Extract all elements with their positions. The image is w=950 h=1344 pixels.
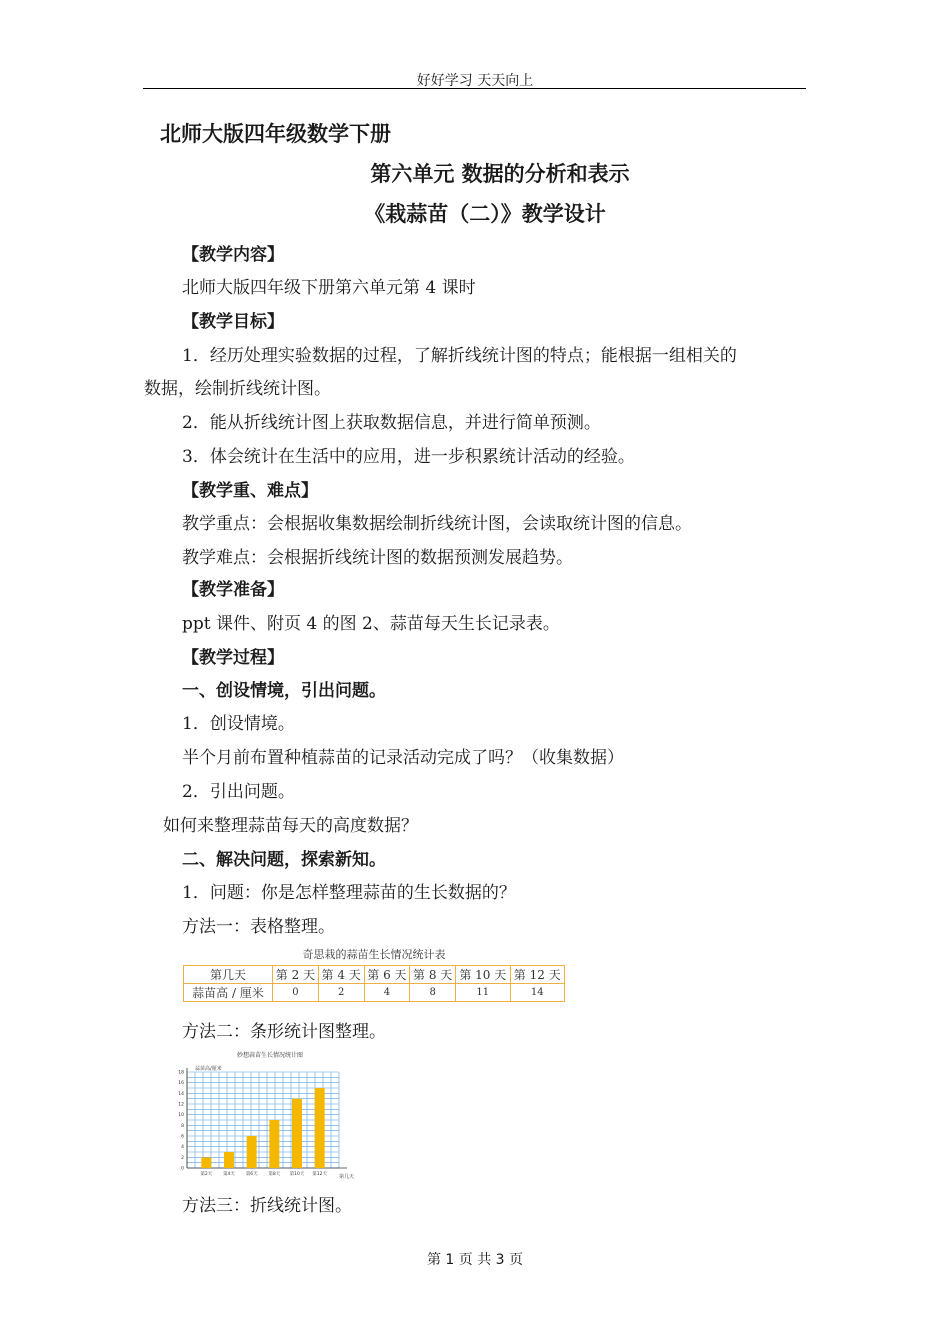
- chart-x-tick-label: 第2天: [200, 1172, 213, 1177]
- table-row-days: [184, 966, 565, 984]
- chart-y-tick-label: 14: [178, 1091, 184, 1097]
- growth-stat-table: [183, 965, 565, 1002]
- chart-x-axis-label: 第几天: [339, 1174, 355, 1180]
- stat-table-title: 奇思栽的蒜苗生长情况统计表: [302, 948, 446, 961]
- difficult-point: 教学难点：会根据折线统计图的数据预测发展趋势。: [182, 548, 573, 568]
- chart-bar: [224, 1152, 234, 1168]
- method-3-label: 方法三：折线统计图。: [182, 1196, 352, 1216]
- chart-y-tick-label: 8: [181, 1123, 184, 1129]
- chart-x-tick-label: 第12天: [312, 1172, 328, 1177]
- heading-teaching-process: 【教学过程】: [182, 648, 284, 668]
- chart-y-tick-label: 2: [181, 1155, 184, 1161]
- table-cell-height: 2: [318, 984, 364, 1002]
- page-header: 好好学习 天天向上: [416, 73, 534, 89]
- table-cell-day: 第 2 天: [273, 966, 319, 984]
- preparation-text: ppt 课件、附页 4 的图 2、蒜苗每天生长记录表。: [182, 614, 560, 634]
- doc-title-lesson: 《栽蒜苗（二）》教学设计: [364, 202, 606, 226]
- doc-title-book: 北师大版四年级数学下册: [160, 122, 391, 146]
- table-cell-height: 0: [273, 984, 319, 1002]
- chart-y-tick-label: 18: [178, 1070, 184, 1076]
- table-row-heights: [184, 984, 565, 1002]
- table-cell-day: 第 10 天: [456, 966, 510, 984]
- table-cell-height: 14: [510, 984, 564, 1002]
- goal-1-line-a: 1．经历处理实验数据的过程，了解折线统计图的特点；能根据一组相关的: [182, 346, 737, 366]
- chart-y-axis-label: 蒜苗高/厘米: [195, 1066, 222, 1072]
- table-cell-height: 4: [364, 984, 410, 1002]
- table-cell-day: 第 8 天: [410, 966, 456, 984]
- chart-x-tick-label: 第6天: [245, 1172, 258, 1177]
- section-2-heading: 二、解决问题，探索新知。: [182, 850, 386, 870]
- table-row-header: 第几天: [184, 966, 273, 984]
- method-2-label: 方法二：条形统计图整理。: [182, 1022, 386, 1042]
- table-cell-day: 第 12 天: [510, 966, 564, 984]
- table-cell-day: 第 4 天: [318, 966, 364, 984]
- chart-y-tick-label: 12: [178, 1102, 184, 1108]
- goal-2: 2．能从折线统计图上获取数据信息，并进行简单预测。: [182, 413, 601, 433]
- bar-chart: [177, 1048, 359, 1182]
- heading-key-points: 【教学重、难点】: [182, 481, 318, 501]
- heading-teaching-content: 【教学内容】: [182, 245, 284, 265]
- heading-preparation: 【教学准备】: [182, 580, 284, 600]
- chart-y-tick-label: 4: [181, 1145, 184, 1151]
- chart-bar: [315, 1088, 325, 1168]
- table-cell-height: 8: [410, 984, 456, 1002]
- teaching-content-text: 北师大版四年级下册第六单元第 4 课时: [182, 278, 476, 298]
- table-cell-height: 11: [456, 984, 510, 1002]
- header-divider: [143, 88, 806, 89]
- page-footer: 第 1 页 共 3 页: [426, 1252, 524, 1268]
- table-row-header: 蒜苗高 / 厘米: [184, 984, 273, 1002]
- table-cell-day: 第 6 天: [364, 966, 410, 984]
- doc-title-unit: 第六单元 数据的分析和表示: [370, 162, 630, 186]
- chart-y-tick-label: 10: [178, 1113, 184, 1119]
- goal-1-line-b: 数据，绘制折线统计图。: [144, 379, 331, 399]
- method-1-label: 方法一：表格整理。: [182, 917, 335, 937]
- section-1-step-1-text: 半个月前布置种植蒜苗的记录活动完成了吗？（收集数据）: [182, 748, 624, 768]
- chart-bar: [247, 1136, 257, 1168]
- key-point: 教学重点：会根据收集数据绘制折线统计图，会读取统计图的信息。: [182, 514, 692, 534]
- goal-3: 3．体会统计在生活中的应用，进一步积累统计活动的经验。: [182, 447, 635, 467]
- section-1-heading: 一、创设情境，引出问题。: [182, 681, 386, 701]
- bar-chart-svg: [177, 1048, 359, 1182]
- section-1-step-1: 1．创设情境。: [182, 714, 295, 734]
- section-1-step-2-text: 如何来整理蒜苗每天的高度数据？: [163, 816, 418, 836]
- chart-y-tick-label: 6: [181, 1134, 184, 1140]
- chart-bar: [269, 1120, 279, 1168]
- chart-title: 妙想蒜苗生长情况统计图: [237, 1052, 304, 1059]
- chart-x-tick-label: 第8天: [268, 1172, 281, 1177]
- section-2-question: 1．问题：你是怎样整理蒜苗的生长数据的？: [182, 883, 516, 903]
- chart-x-tick-label: 第10天: [289, 1172, 305, 1177]
- chart-bar: [292, 1099, 302, 1168]
- section-1-step-2: 2．引出问题。: [182, 782, 295, 802]
- chart-bar: [201, 1157, 211, 1168]
- chart-y-tick-label: 16: [178, 1081, 184, 1087]
- chart-x-tick-label: 第4天: [223, 1172, 235, 1177]
- heading-teaching-goals: 【教学目标】: [182, 312, 284, 332]
- chart-y-tick-label: 0: [181, 1166, 184, 1172]
